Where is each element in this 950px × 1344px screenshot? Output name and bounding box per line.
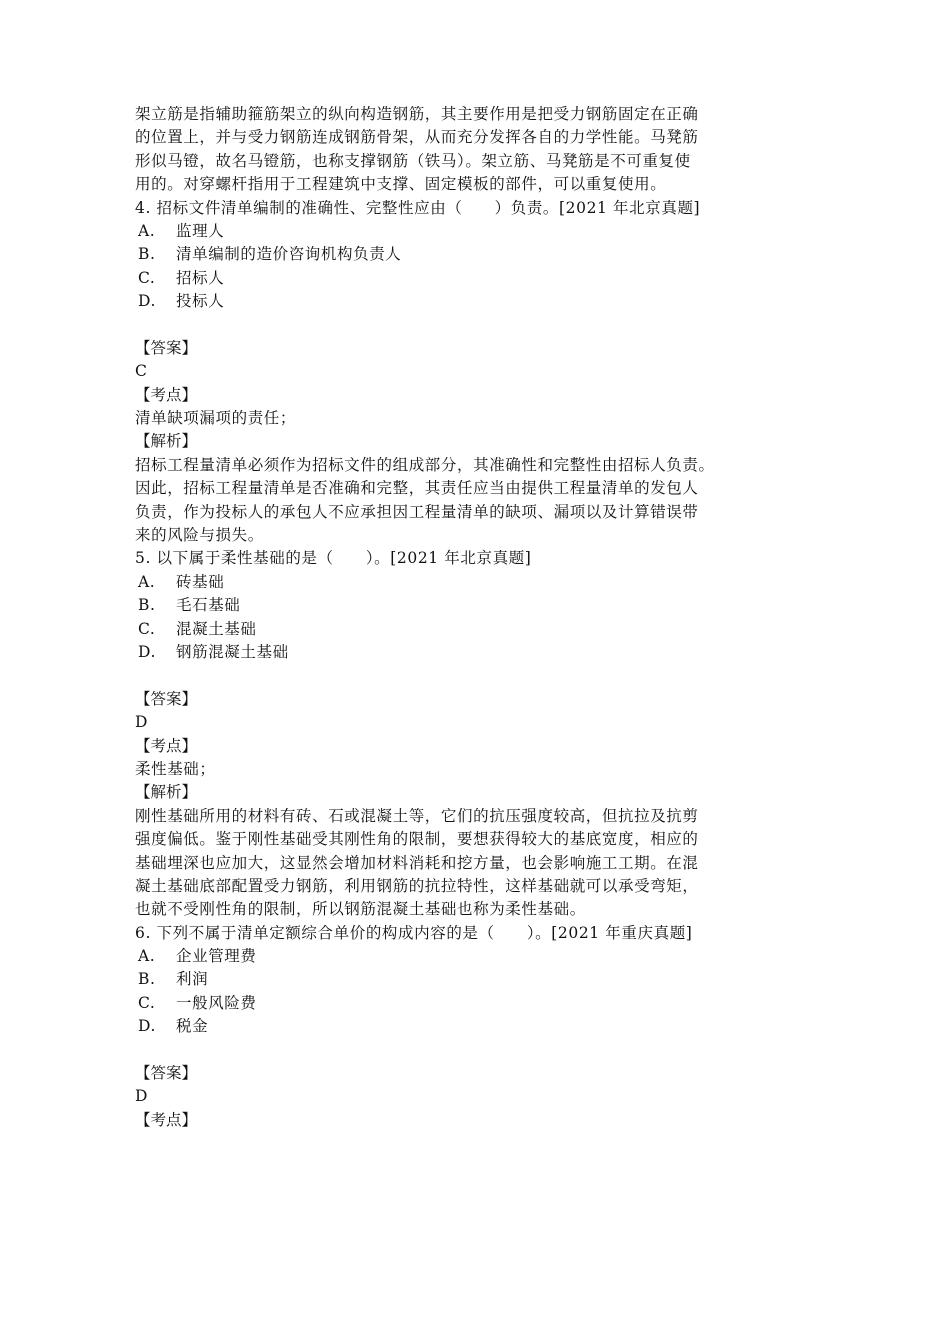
question-stem: 5. 以下属于柔性基础的是（ ）。[2021 年北京真题] xyxy=(135,549,532,568)
option-letter: D. xyxy=(138,1017,157,1036)
option-text: 混凝土基础 xyxy=(176,619,257,638)
option-text: 监理人 xyxy=(176,221,225,240)
answer-label: 【答案】 xyxy=(135,338,198,357)
option-letter: C. xyxy=(138,268,156,287)
question-4 xyxy=(135,197,775,548)
option-d xyxy=(135,290,775,313)
analysis-line: 凝土基础底部配置受力钢筋，利用钢筋的抗拉特性，这样基础就可以承受弯矩， xyxy=(135,876,699,895)
analysis-line: 招标工程量清单必须作为招标文件的组成部分，其准确性和完整性由招标人负责。 xyxy=(135,455,715,474)
option-text: 税金 xyxy=(176,1017,209,1036)
spacer xyxy=(135,314,775,337)
answer-value: D xyxy=(135,1087,149,1106)
option-c xyxy=(135,992,775,1015)
option-text: 砖基础 xyxy=(176,572,225,591)
option-letter: C. xyxy=(138,619,156,638)
intro-paragraph xyxy=(135,103,775,197)
intro-line: 架立筋是指辅助箍筋架立的纵向构造钢筋，其主要作用是把受力钢筋固定在正确 xyxy=(135,105,699,123)
analysis-line: 刚性基础所用的材料有砖、石或混凝土等，它们的抗压强度较高，但抗拉及抗剪 xyxy=(135,806,699,825)
analysis-line: 强度偏低。鉴于刚性基础受其刚性角的限制，要想获得较大的基底宽度，相应的 xyxy=(135,830,699,849)
option-letter: B. xyxy=(138,596,156,615)
option-a xyxy=(135,571,775,594)
spacer xyxy=(135,1039,775,1062)
answer-label: 【答案】 xyxy=(135,689,198,708)
option-letter: A. xyxy=(138,947,156,966)
option-text: 毛石基础 xyxy=(176,596,241,615)
answer-value: C xyxy=(135,362,148,381)
option-text: 投标人 xyxy=(176,292,225,311)
option-letter: C. xyxy=(138,993,156,1012)
intro-line: 的位置上，并与受力钢筋连成钢筋骨架，从而充分发挥各自的力学性能。马凳筋 xyxy=(135,128,699,147)
option-text: 利润 xyxy=(176,970,209,989)
document-content xyxy=(135,103,775,1132)
option-letter: A. xyxy=(138,221,156,240)
option-text: 清单编制的造价咨询机构负责人 xyxy=(176,245,402,264)
analysis-label: 【解析】 xyxy=(135,432,198,451)
option-letter: D. xyxy=(138,642,157,661)
option-b xyxy=(135,594,775,617)
point-text: 柔性基础； xyxy=(135,759,216,778)
analysis-line: 也就不受刚性角的限制，所以钢筋混凝土基础也称为柔性基础。 xyxy=(135,900,586,919)
option-text: 企业管理费 xyxy=(176,947,257,966)
option-letter: A. xyxy=(138,572,156,591)
option-c xyxy=(135,267,775,290)
option-letter: B. xyxy=(138,245,156,264)
option-text: 一般风险费 xyxy=(176,993,257,1012)
option-d xyxy=(135,1015,775,1038)
answer-label: 【答案】 xyxy=(135,1064,198,1083)
analysis-line: 基础埋深也应加大，这显然会增加材料消耗和挖方量，也会影响施工工期。在混 xyxy=(135,853,699,872)
option-a xyxy=(135,220,775,243)
analysis-line: 因此，招标工程量清单是否准确和完整，其责任应当由提供工程量清单的发包人 xyxy=(135,479,699,498)
option-letter: B. xyxy=(138,970,156,989)
point-label: 【考点】 xyxy=(135,1110,198,1129)
answer-value: D xyxy=(135,713,149,732)
spacer xyxy=(135,664,775,687)
point-label: 【考点】 xyxy=(135,385,198,404)
option-b xyxy=(135,968,775,991)
point-label: 【考点】 xyxy=(135,736,198,755)
intro-line: 用的。对穿螺杆指用于工程建筑中支撑、固定模板的部件，可以重复使用。 xyxy=(135,175,667,194)
option-a xyxy=(135,945,775,968)
point-text: 清单缺项漏项的责任； xyxy=(135,409,297,428)
option-text: 招标人 xyxy=(176,268,225,287)
option-d xyxy=(135,641,775,664)
question-stem: 4. 招标文件清单编制的准确性、完整性应由（ ）负责。[2021 年北京真题] xyxy=(135,198,701,217)
question-5 xyxy=(135,547,775,921)
option-text: 钢筋混凝土基础 xyxy=(176,642,289,661)
question-6 xyxy=(135,922,775,1133)
option-c xyxy=(135,618,775,641)
analysis-label: 【解析】 xyxy=(135,783,198,802)
question-stem: 6. 下列不属于清单定额综合单价的构成内容的是（ ）。[2021 年重庆真题] xyxy=(135,923,693,942)
option-letter: D. xyxy=(138,292,157,311)
analysis-line: 来的风险与损失。 xyxy=(135,526,264,545)
option-b xyxy=(135,243,775,266)
analysis-line: 负责，作为投标人的承包人不应承担因工程量清单的缺项、漏项以及计算错误带 xyxy=(135,502,699,521)
intro-line: 形似马镫，故名马镫筋，也称支撑钢筋（铁马）。架立筋、马凳筋是不可重复使 xyxy=(135,151,691,170)
